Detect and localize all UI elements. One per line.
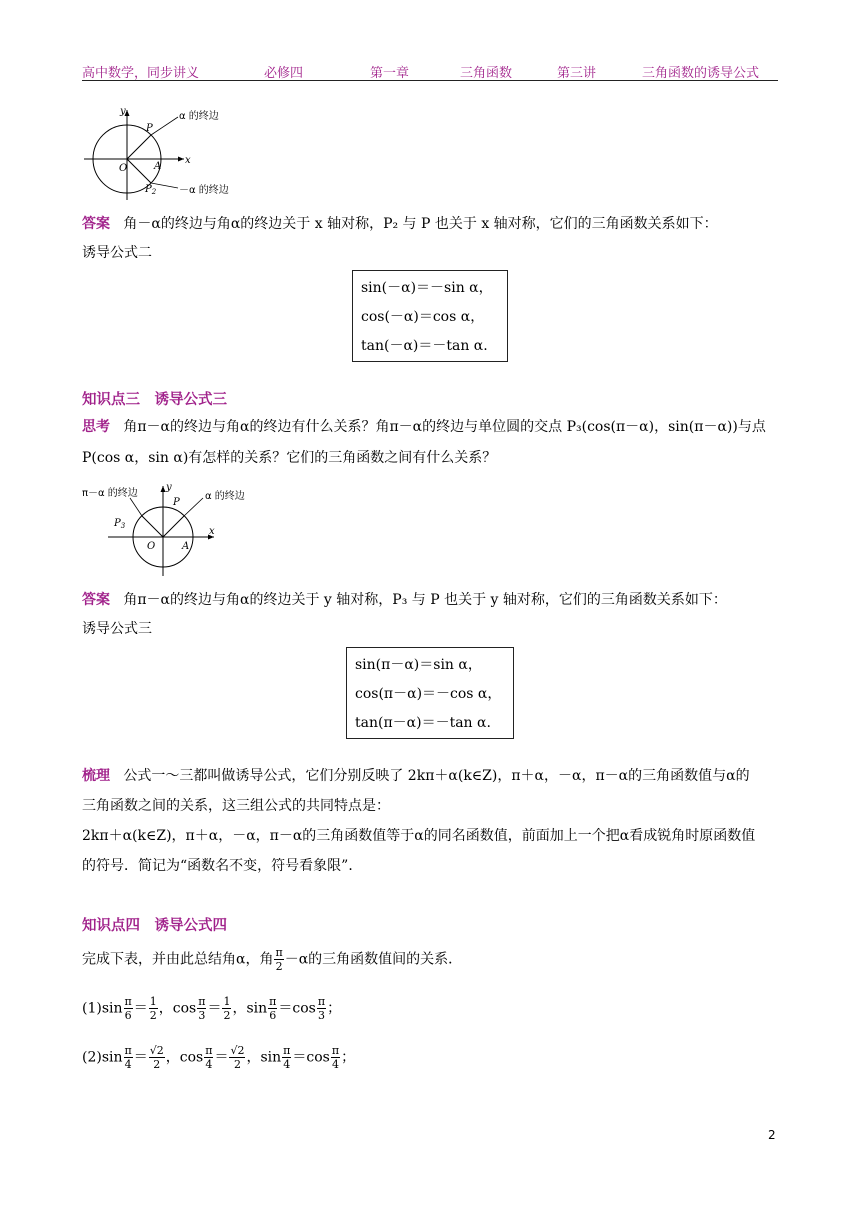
header-book: 必修四 <box>264 66 304 81</box>
formula2-sin: sin(－α)＝－sin α， <box>361 280 493 296</box>
think-line2: P(cos α，sin α)有怎样的关系？它们的三角函数之间有什么关系？ <box>82 450 497 466</box>
fig1-point-p2: $P_2$ <box>145 184 157 196</box>
formula2-name: 诱导公式二 <box>82 245 152 261</box>
fig2-label-alpha: α 的终边 <box>205 491 245 502</box>
header-chapter: 第一章 <box>370 66 410 81</box>
fig2-point-p3: $P_3$ <box>114 518 126 530</box>
fig1-point-a: A <box>154 161 162 172</box>
fig1-x-label: x <box>185 155 191 166</box>
figure-unit-circle-1 <box>82 100 252 202</box>
formula3-sin: sin(π－α)＝sin α， <box>355 657 482 673</box>
answer2-paragraph <box>82 590 727 610</box>
header-topic: 三角函数 <box>460 66 513 81</box>
summary-label: 梳理 <box>82 768 110 784</box>
fig1-label-alpha: α 的终边 <box>179 111 219 122</box>
summary-line3: 2kπ＋α(k∈Z)，π＋α，－α，π－α的三角函数值等于α的同名函数值，前面加上一个把α看成锐角时原函数值 <box>82 828 756 844</box>
exercise-2: (2)sin $\frac{\pi}{4}$ ＝ $\frac{√2}{2}$ ，cos $\frac{\pi}{4}$ ＝ $\frac{√2}{2}$ ，sin $\frac{\pi}{4}$ ＝cos $\frac{\pi}{4}$ ； <box>82 1044 356 1071</box>
think-label: 思考 <box>82 419 110 435</box>
fig2-y-label: y <box>166 482 172 493</box>
fig1-origin-label: O <box>119 163 128 174</box>
fig1-y-label: y <box>120 106 126 117</box>
fig2-point-p: P <box>173 497 180 508</box>
formula3-cos: cos(π－α)＝－cos α， <box>355 686 502 702</box>
formula3-tan: tan(π－α)＝－tan α. <box>355 715 491 731</box>
header-course: 高中数学，同步讲义 <box>82 66 200 81</box>
section3-title: 知识点三 诱导公式三 <box>82 392 227 408</box>
page-number: 2 <box>768 1128 776 1142</box>
exercise-1: (1)sin $\frac{\pi}{6}$ ＝ $\frac{1}{2}$ ，cos $\frac{\pi}{3}$ ＝ $\frac{1}{2}$ ，sin $\frac{\pi}{6}$ ＝cos $\frac{\pi}{3}$ ； <box>82 995 342 1022</box>
answer1-paragraph <box>82 214 718 234</box>
section4-intro-pre: 完成下表，并由此总结角α，角 <box>82 951 274 968</box>
fig2-point-a: A <box>182 541 190 552</box>
figure-unit-circle-2 <box>82 478 262 578</box>
answer1-label: 答案 <box>82 216 110 232</box>
section4-title: 知识点四 诱导公式四 <box>82 918 227 934</box>
page-header <box>82 60 778 81</box>
fig2-x-label: x <box>209 526 215 537</box>
answer2-text: 角π－α的终边与角α的终边关于 y 轴对称，P₃ 与 P 也关于 y 轴对称，它们的三角函数关系如下： <box>123 592 727 608</box>
formula3-box <box>346 647 514 739</box>
fig2-label-pi-minus-alpha: π－α 的终边 <box>82 488 138 499</box>
summary-line1 <box>82 766 750 786</box>
header-title: 三角函数的诱导公式 <box>642 66 760 81</box>
summary-line1-text: 公式一～三都叫做诱导公式，它们分别反映了 2kπ＋α(k∈Z)，π＋α，－α，π－α的三角函数值与α的 <box>123 768 750 784</box>
fig1-label-neg-alpha: －α 的终边 <box>179 185 229 196</box>
think-line1: 角π－α的终边与角α的终边有什么关系？角π－α的终边与单位圆的交点 P₃(cos(π－α)，sin(π－α))与点 <box>123 419 766 435</box>
formula2-box <box>352 270 508 362</box>
formula2-tan: tan(－α)＝－tan α. <box>361 338 488 354</box>
summary-line4: 的符号．简记为“函数名不变，符号看象限”． <box>82 858 363 874</box>
formula2-cos: cos(－α)＝cos α， <box>361 309 485 325</box>
answer2-label: 答案 <box>82 592 110 608</box>
think-paragraph-line1 <box>82 417 766 437</box>
formula3-name: 诱导公式三 <box>82 621 152 637</box>
summary-line2: 三角函数之间的关系，这三组公式的共同特点是： <box>82 798 390 814</box>
fig2-origin-label: O <box>147 541 156 552</box>
section4-intro <box>82 946 462 973</box>
header-lecture: 第三讲 <box>557 66 597 81</box>
section4-intro-post: －α的三角函数值间的关系． <box>284 951 463 968</box>
fig1-point-p: P <box>146 123 153 134</box>
frac-pi-over-2: $\frac{\pi}{2}$ <box>275 946 283 973</box>
answer1-text: 角－α的终边与角α的终边关于 x 轴对称，P₂ 与 P 也关于 x 轴对称，它们的三角函数关系如下： <box>123 216 718 232</box>
